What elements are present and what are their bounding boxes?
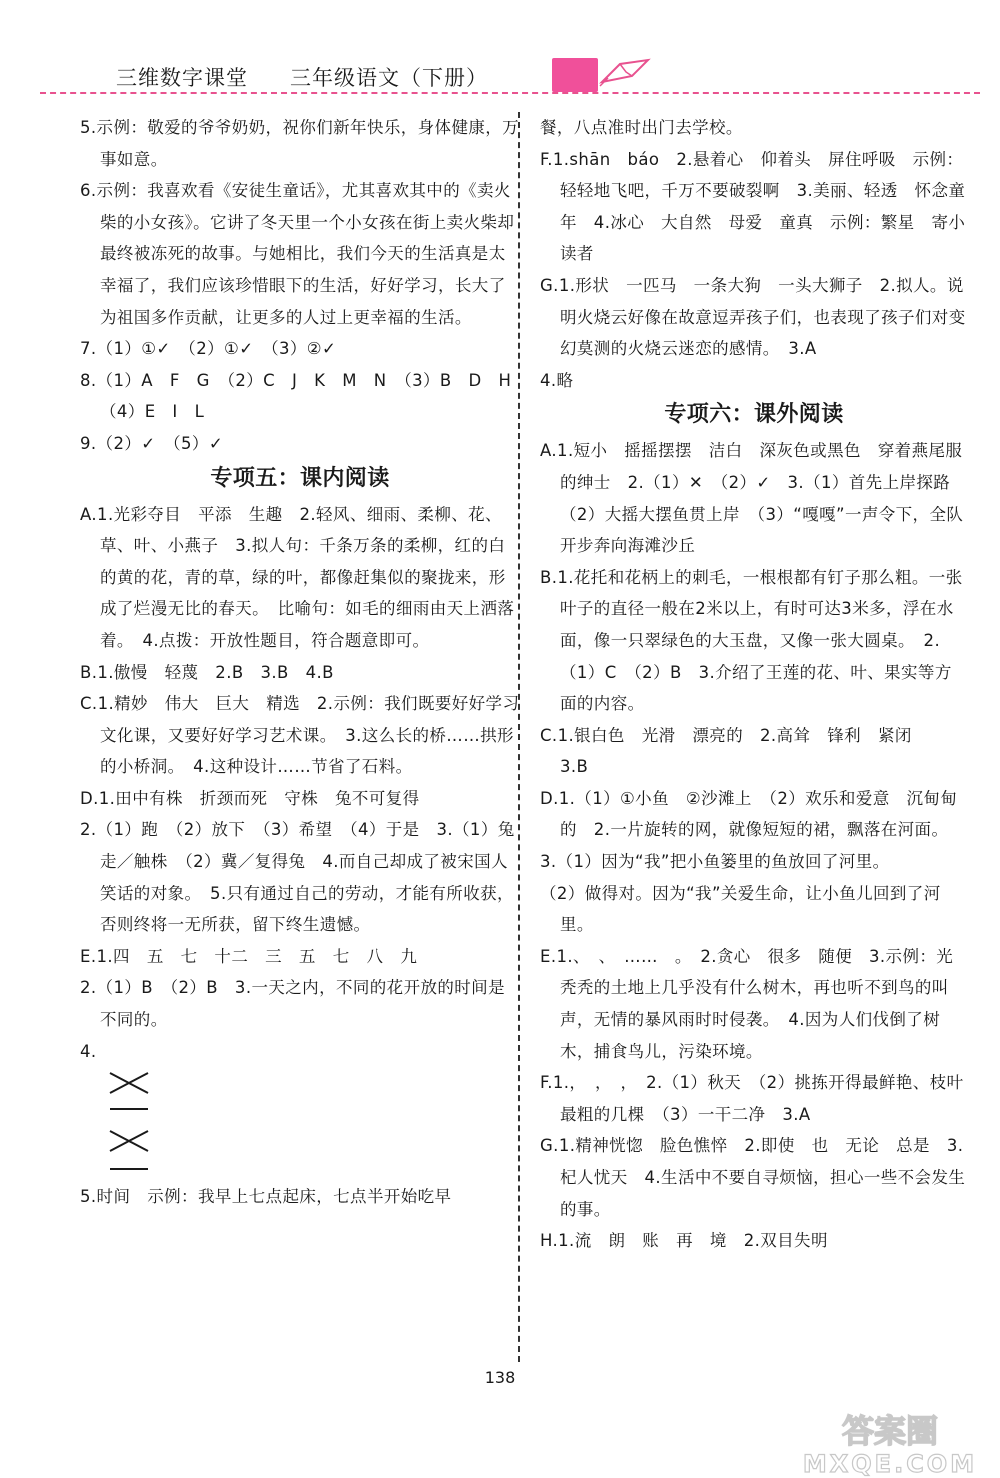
answer-7: 7.（1）①✓ （2）①✓ （3）②✓ <box>80 339 337 359</box>
answer-6d-1: D.1.（1）①小鱼 ②沙滩上 （2）欢乐和爱意 沉甸甸的 2.一片旋转的网，就像短短的裙，飘落在河面。 <box>540 788 958 840</box>
answer-6h: H.1.流 朗 账 再 境 2.双目失明 <box>540 1231 828 1251</box>
watermark-text-top: 答案圈 <box>841 1412 939 1450</box>
answer-5e-4-label: 4. <box>80 1041 97 1061</box>
answer-6c-1: C.1.银白色 光滑 漂亮的 2.高耸 锋利 紧闭 <box>540 725 912 745</box>
left-column <box>80 112 529 1213</box>
answer-5c: C.1.精妙 伟大 巨大 精选 2.示例：我们既要好好学习文化课，又要好好学习艺术课。 3.这么长的桥……拱形的小桥洞。 4.这种设计……节省了石料。 <box>80 694 520 777</box>
answer-8: 8.（1）A F G （2）C J K M N （3）B D H （4）E I L <box>80 370 529 422</box>
answer-5e-5: 5.时间 示例：我早上七点起床，七点半开始吃早 <box>80 1187 452 1207</box>
watermark-logo <box>790 1408 990 1478</box>
section-title-6: 专项六：课外阅读 <box>664 402 844 428</box>
answer-5f: F.1.shān báo 2.悬着心 仰着头 屏住呼吸 示例：轻轻地飞吧，千万不要破裂啊 3.美丽、轻透 怀念童年 4.冰心 大自然 母爱 童真 示例：繁星 寄小读者 <box>540 149 966 264</box>
answer-9: 9.（2）✓ （5）✓ <box>80 433 224 453</box>
page-number: 138 <box>484 1368 516 1387</box>
section-title-5: 专项五：课内阅读 <box>210 465 390 491</box>
answer-6c-3: 3.B <box>560 757 589 777</box>
answer-5: 5.示例：敬爱的爷爷奶奶，祝你们新年快乐，身体健康，万事如意。 <box>80 118 520 169</box>
answer-6a: A.1.短小 摇摇摆摆 洁白 深灰色或黑色 穿着燕尾服的绅士 2.（1）✕ （2）✓ 3.（1）首先上岸探路 （2）大摇大摆鱼贯上岸 （3）“嘎嘎”一声令下，全队开步奔向海滩沙丘 <box>540 441 968 556</box>
brand-name: 三维数字课堂 <box>116 66 248 90</box>
answer-6d-3a: 3.（1）因为“我”把小鱼篓里的鱼放回了河里。 <box>540 852 890 872</box>
page-header <box>0 0 1000 100</box>
watermark-text-bottom: MXQE.COM <box>802 1450 978 1478</box>
answer-6: 6.示例：我喜欢看《安徒生童话》，尤其喜欢其中的《卖火柴的小女孩》。它讲了冬天里一个小女孩在街上卖火柴却最终被冻死的故事。与她相比，我们今天的生活真是太幸福了，我们应该珍惜眼下的生活，好好学习，长大了为祖国多作贡献，让更多的人过上更幸福的生活。 <box>80 181 515 327</box>
answer-5e-1: E.1.四 五 七 十二 三 五 七 八 九 <box>80 946 418 966</box>
answer-5e-2: 2.（1）B （2）B 3.一天之内，不同的花开放的时间是不同的。 <box>80 978 505 1030</box>
answer-5d-2: 2.（1）跑 （2）放下 （3）希望 （4）于是 3.（1）兔走／触株 （2）冀／复得兔 4.而自己却成了被宋国人笑话的对象。 5.只有通过自己的劳动，才能有所收获，否则终将一无所获，留下终生遗憾。 <box>80 820 515 935</box>
pink-decoration <box>552 58 598 92</box>
answer-5g-4: 4.略 <box>540 370 574 390</box>
matching-lines-diagram <box>100 1069 160 1181</box>
answer-6d-3b: （2）做得对。因为“我”关爱生命，让小鱼儿回到了河里。 <box>540 883 941 935</box>
answer-6e: E.1.、 、 …… 。 2.贪心 很多 随便 3.示例：光秃秃的土地上几乎没有什么树木，再也听不到鸟的叫声，无情的暴风雨时时侵袭。 4.因为人们伐倒了树木，捕食鸟儿，污染环境。 <box>540 946 954 1061</box>
answer-6b: B.1.花托和花柄上的刺毛，一根根都有钉子那么粗。一张叶子的直径一般在2米以上，有时可达3米多，浮在水面，像一只翠绿色的大玉盘，又像一张大圆桌。 2.（1）C （2）B 3.介绍了王莲的花、叶、果实等方面的内容。 <box>540 567 963 714</box>
header-rule <box>40 92 980 94</box>
answer-6f: F.1.， ， ， 2.（1）秋天 （2）挑拣开得最鲜艳、枝叶最粗的几棵 （3）一干二净 3.A <box>540 1073 964 1124</box>
book-title: 三年级语文（下册） <box>290 66 488 90</box>
rocket-icon <box>598 56 654 88</box>
answer-5a: A.1.光彩夺目 平添 生趣 2.轻风、细雨、柔柳、花、草、叶、小燕子 3.拟人句：千条万条的柔柳，红的白的黄的花，青的草，绿的叶，都像赶集似的聚拢来，形成了烂漫无比的春天。 比喻句：如毛的细雨由天上洒落着。 4.点拨：开放性题目，符合题意即可。 <box>80 504 515 650</box>
answer-5b: B.1.傲慢 轻蔑 2.B 3.B 4.B <box>80 662 334 682</box>
answer-5d-1: D.1.田中有株 折颈而死 守株 兔不可复得 <box>80 788 420 808</box>
answer-5g: G.1.形状 一匹马 一条大狗 一头大狮子 2.拟人。说明火烧云好像在故意逗弄孩子们，也表现了孩子们对变幻莫测的火烧云迷恋的感情。 3.A <box>540 275 966 359</box>
answer-continued: 餐，八点准时出门去学校。 <box>540 118 743 137</box>
answer-6g: G.1.精神恍惚 脸色憔悴 2.即使 也 无论 总是 3.杞人忧天 4.生活中不要自寻烦恼，担心一些不会发生的事。 <box>540 1136 966 1219</box>
right-column <box>540 112 968 1257</box>
